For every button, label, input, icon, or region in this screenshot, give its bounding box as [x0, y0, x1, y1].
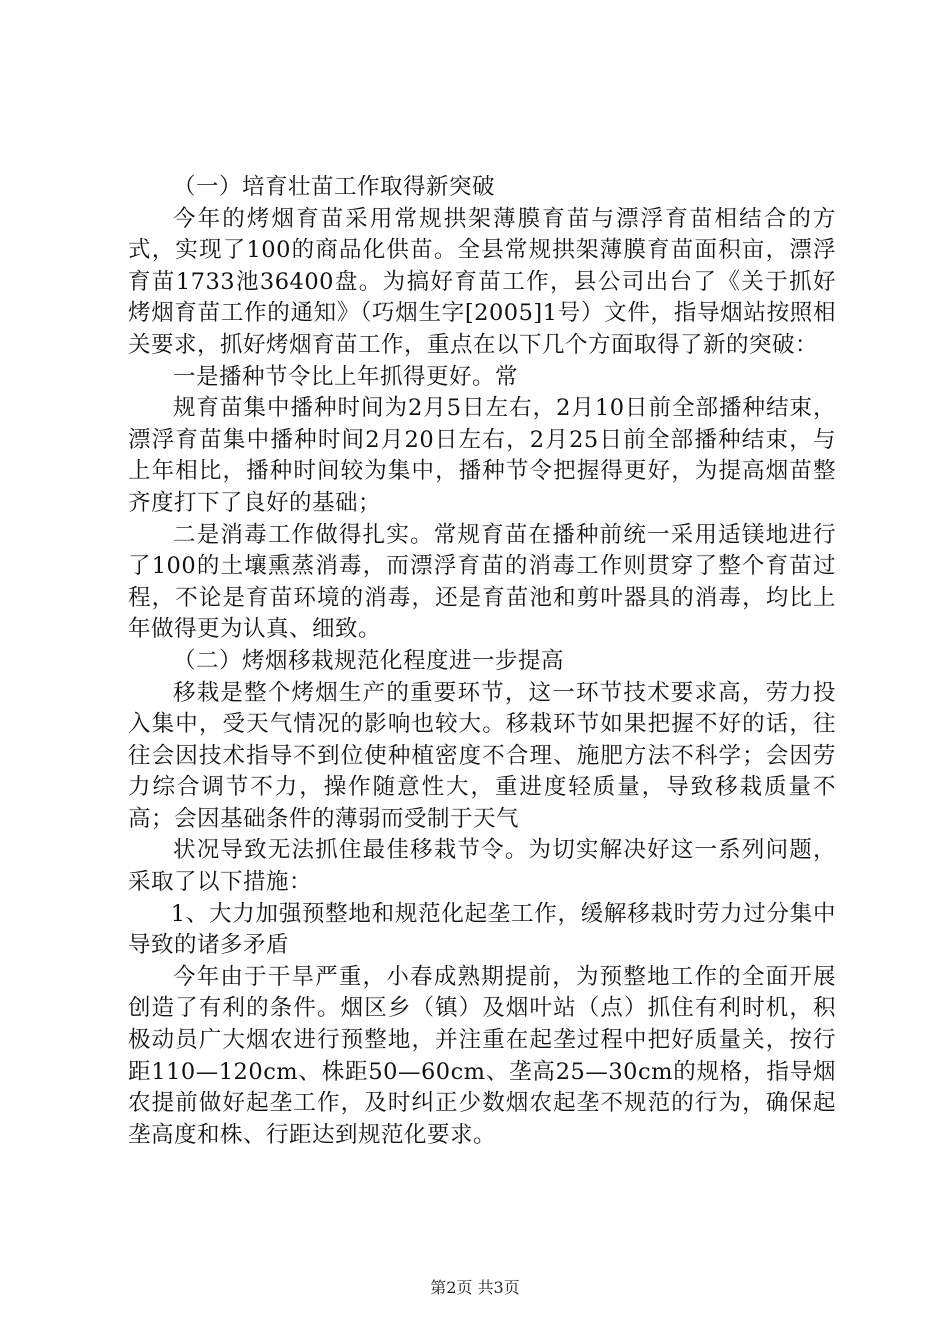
paragraph: 一是播种节令比上年抓得更好。常: [173, 363, 519, 390]
paragraph: 二是消毒工作做得扎实。常规育苗在播种前统一采用适镁地进行了100的土壤熏蒸消毒，而漂浮育苗的消毒工作则贯穿了整个育苗过程，不论是育苗环境的消毒，还是育苗池和剪叶器具的消毒，均比上年做得更为认真、细致。: [128, 521, 836, 643]
section-heading-2: （二）烤烟移栽规范化程度进一步提高: [173, 647, 565, 674]
section-heading-1: （一）培育壮苗工作取得新突破: [173, 174, 496, 200]
paragraph: 状况导致无法抓住最佳移栽节令。为切实解决好这一系列问题，采取了以下措施：: [128, 837, 836, 896]
document-body: [128, 172, 836, 1151]
page-number-footer: 第2页 共3页: [430, 1278, 520, 1297]
paragraph: 今年的烤烟育苗采用常规拱架薄膜育苗与漂浮育苗相结合的方式，实现了100的商品化供苗。全县常规拱架薄膜育苗面积亩，漂浮育苗1733池36400盘。为搞好育苗工作，县公司出台了《关于抓好烤烟育苗工作的通知》（巧烟生字[2005]1号）文件，指导烟站按照相关要求，抓好烤烟育苗工作，重点在以下几个方面取得了新的突破：: [128, 205, 836, 358]
paragraph: 今年由于干旱严重，小春成熟期提前，为预整地工作的全面开展创造了有利的条件。烟区乡（镇）及烟叶站（点）抓住有利时机，积极动员广大烟农进行预整地，并注重在起垄过程中把好质量关，按行距110—120cm、株距50—60cm、垄高25—30cm的规格，指导烟农提前做好起垄工作，及时纠正少数烟农起垄不规范的行为，确保起垄高度和株、行距达到规范化要求。: [128, 963, 836, 1148]
numbered-item-heading: 1、大力加强预整地和规范化起垄工作，缓解移栽时劳力过分集中导致的诸多矛盾: [128, 900, 836, 959]
paragraph: 规育苗集中播种时间为2月5日左右，2月10日前全部播种结束，漂浮育苗集中播种时间2月20日左右，2月25日前全部播种结束，与上年相比，播种时间较为集中，播种节令把握得更好，为提高烟苗整齐度打下了良好的基础；: [128, 395, 836, 516]
paragraph: 移栽是整个烤烟生产的重要环节，这一环节技术要求高，劳力投入集中，受天气情况的影响也较大。移栽环节如果把握不好的话，往往会因技术指导不到位使种植密度不合理、施肥方法不科学；会因劳力综合调节不力，操作随意性大，重进度轻质量，导致移栽质量不高；会因基础条件的薄弱而受制于天气: [128, 679, 836, 832]
